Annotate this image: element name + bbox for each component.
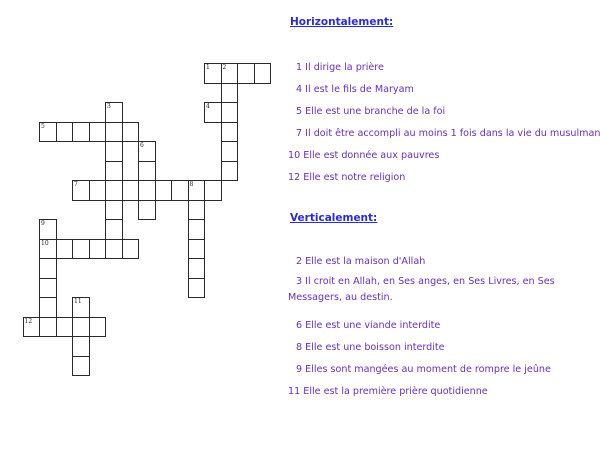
- clue-number-1: 1: [206, 64, 210, 71]
- grid-cell[interactable]: [188, 278, 206, 299]
- clue-h-4: 4 Il est le fils de Maryam: [296, 84, 414, 95]
- grid-cell[interactable]: [72, 336, 90, 357]
- grid-cell[interactable]: [39, 297, 57, 318]
- grid-cell[interactable]: [171, 180, 189, 201]
- grid-cell[interactable]: [89, 122, 107, 143]
- grid-cell[interactable]: [155, 180, 173, 201]
- grid-cell[interactable]: [72, 239, 90, 260]
- grid-cell[interactable]: [89, 180, 107, 201]
- grid-cell[interactable]: [105, 200, 123, 221]
- clue-h-5: 5 Elle est une branche de la foi: [296, 106, 446, 117]
- grid-cell[interactable]: [122, 239, 140, 260]
- clue-h-12: 12 Elle est notre religion: [288, 172, 406, 183]
- grid-cell[interactable]: [39, 258, 57, 279]
- grid-cell[interactable]: [105, 122, 123, 143]
- clue-number-10: 10: [41, 239, 49, 247]
- grid-cell[interactable]: [72, 356, 90, 377]
- clue-number-2: 2: [222, 64, 227, 71]
- grid-cell[interactable]: [221, 161, 239, 182]
- grid-cell[interactable]: [122, 122, 140, 143]
- grid-cell[interactable]: [221, 141, 239, 162]
- grid-cell[interactable]: [72, 317, 90, 338]
- clue-v-11: 11 Elle est la première prière quotidienne: [288, 386, 488, 397]
- grid-cell[interactable]: [221, 122, 239, 143]
- vertical-heading: Verticalement:: [290, 212, 378, 224]
- clue-number-9: 9: [41, 220, 45, 227]
- grid-cell[interactable]: [89, 317, 107, 338]
- crossword-grid: [0, 0, 280, 450]
- grid-cell[interactable]: [188, 258, 206, 279]
- grid-cell[interactable]: [138, 180, 156, 201]
- clue-number-4: 4: [206, 103, 210, 110]
- grid-cell[interactable]: [188, 200, 206, 221]
- grid-cell[interactable]: [138, 200, 156, 221]
- clue-v-2: 2 Elle est la maison d'Allah: [296, 256, 426, 267]
- grid-cell[interactable]: [89, 239, 107, 260]
- clue-v-8: 8 Elle est une boisson interdite: [296, 342, 445, 353]
- grid-cell[interactable]: [237, 63, 255, 84]
- grid-cell[interactable]: [188, 219, 206, 240]
- grid-cell[interactable]: [221, 83, 239, 104]
- grid-cell[interactable]: [39, 278, 57, 299]
- clue-v-3: 3 Il croit en Allah, en Ses anges, en Ses Livres, en Ses Messagers, au destin.: [288, 276, 555, 303]
- grid-cell[interactable]: [105, 180, 123, 201]
- grid-cell[interactable]: [105, 219, 123, 240]
- grid-cell[interactable]: [105, 161, 123, 182]
- clue-number-12: 12: [24, 317, 33, 325]
- horizontal-heading: Horizontalement:: [290, 16, 394, 28]
- clue-number-7: 7: [74, 181, 78, 188]
- clue-v-9: 9 Elles sont mangées au moment de rompre le jeûne: [296, 364, 551, 375]
- clue-number-6: 6: [140, 142, 144, 149]
- grid-cell[interactable]: [105, 141, 123, 162]
- clue-h-10: 10 Elle est donnée aux pauvres: [288, 150, 440, 161]
- clue-number-3: 3: [107, 103, 111, 110]
- grid-cell[interactable]: [72, 122, 90, 143]
- grid-cell[interactable]: [138, 161, 156, 182]
- grid-cell[interactable]: [56, 239, 74, 260]
- grid-cell[interactable]: [56, 317, 74, 338]
- grid-cell[interactable]: [254, 63, 272, 84]
- clue-h-7: 7 Il doit être accompli au moins 1 fois dans la vie du musulman: [296, 128, 600, 139]
- grid-cell[interactable]: [56, 122, 74, 143]
- clue-h-1: 1 Il dirige la prière: [296, 62, 384, 73]
- grid-cell[interactable]: [39, 317, 57, 338]
- clue-number-5: 5: [41, 122, 45, 130]
- grid-cell[interactable]: [122, 180, 140, 201]
- clue-v-6: 6 Elle est une viande interdite: [296, 320, 441, 331]
- grid-cell[interactable]: [188, 239, 206, 260]
- clue-number-8: 8: [189, 181, 194, 188]
- grid-cell[interactable]: [221, 102, 239, 123]
- clue-number-11: 11: [74, 298, 82, 305]
- grid-cell[interactable]: [105, 239, 123, 260]
- grid-cell[interactable]: [204, 180, 222, 201]
